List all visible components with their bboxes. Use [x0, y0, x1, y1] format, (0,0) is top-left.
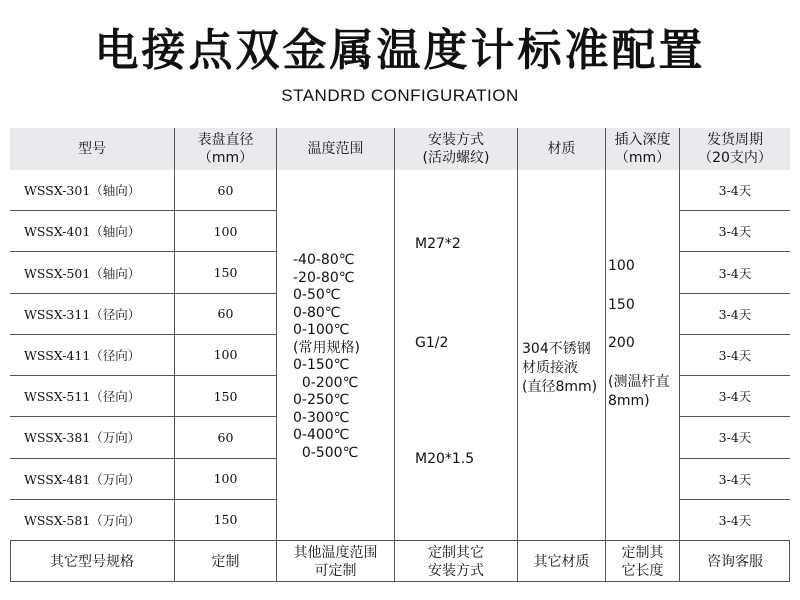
temp-range-item: 0-250℃ — [293, 392, 350, 408]
dial-diameter-cell — [175, 459, 277, 500]
header-dial — [175, 128, 277, 170]
footer-temp-line1: 其他温度范围 — [293, 544, 378, 561]
footer-model-label: 其它型号规格 — [50, 553, 134, 570]
model-cell — [10, 376, 175, 417]
footer-dial — [175, 541, 277, 582]
header-depth-line1: 插入深度 — [614, 132, 671, 148]
header-install — [395, 128, 518, 170]
delivery-cell-text: 3-4天 — [718, 389, 752, 405]
dial-diameter-cell — [175, 294, 277, 335]
header-model — [10, 128, 175, 170]
footer-delivery — [680, 541, 790, 582]
configuration-table — [10, 128, 790, 582]
header-install-line2: (活动螺纹) — [422, 150, 490, 166]
header-delivery-line2: （20支内） — [698, 150, 772, 166]
temp-range-item: 0-500℃ — [293, 444, 359, 461]
delivery-cell-text: 3-4天 — [718, 306, 752, 322]
footer-dial-label: 定制 — [211, 553, 240, 570]
model-cell-text: WSSX-411（径向） — [24, 347, 141, 363]
depth-note-line: (测温杆直 — [608, 374, 670, 390]
header-material-label: 材质 — [547, 141, 576, 157]
model-cell — [10, 335, 175, 376]
install-thread-m27: M27*2 — [415, 236, 461, 252]
model-cell — [10, 459, 175, 500]
temp-range-item: 0-100℃ — [293, 322, 350, 338]
depth-value-100: 100 — [608, 258, 635, 274]
delivery-cell — [680, 211, 790, 252]
dial-diameter-cell-text: 60 — [217, 429, 234, 445]
material-text — [522, 340, 597, 397]
dial-diameter-cell-text: 100 — [213, 471, 238, 487]
dial-diameter-cell — [175, 335, 277, 376]
header-material — [518, 128, 606, 170]
delivery-cell — [680, 376, 790, 417]
temp-range-item: 0-150℃ — [293, 357, 350, 373]
header-dial-line2: （mm） — [197, 150, 254, 166]
footer-depth-line1: 定制其 — [621, 544, 664, 561]
material-line: (直径8mm) — [522, 379, 598, 395]
model-cell — [10, 211, 175, 252]
footer-depth-line2: 它长度 — [621, 562, 664, 579]
model-cell-text: WSSX-511（径向） — [24, 389, 141, 405]
model-cell — [10, 417, 175, 458]
footer-temp-line2: 可定制 — [314, 562, 357, 579]
temp-range-list — [293, 252, 360, 462]
depth-note — [608, 373, 669, 411]
header-depth — [606, 128, 680, 170]
dial-diameter-cell — [175, 252, 277, 293]
delivery-cell-text: 3-4天 — [718, 430, 752, 446]
model-cell-text: WSSX-311（径向） — [24, 306, 141, 322]
header-dial-line1: 表盘直径 — [197, 132, 254, 148]
temp-range-item: (常用规格) — [293, 339, 360, 356]
model-cell-text: WSSX-481（万向） — [24, 471, 141, 487]
footer-install-line2: 安装方式 — [428, 562, 484, 579]
temp-range-item: -20-80℃ — [293, 269, 355, 286]
delivery-cell-text: 3-4天 — [718, 224, 752, 240]
delivery-cell — [680, 500, 790, 541]
model-cell — [10, 252, 175, 293]
dial-diameter-cell-text: 150 — [213, 512, 238, 528]
header-depth-line2: （mm） — [614, 150, 671, 166]
page-title: 电接点双金属温度计标准配置 — [94, 25, 706, 76]
delivery-cell-text: 3-4天 — [718, 183, 752, 199]
temp-range-item: 0-80℃ — [293, 304, 341, 321]
model-cell-text: WSSX-581（万向） — [24, 512, 141, 528]
footer-depth — [606, 541, 680, 582]
header-install-line1: 安装方式 — [428, 132, 484, 148]
depth-value-200: 200 — [608, 335, 635, 351]
temp-range-item: 0-200℃ — [293, 374, 359, 391]
footer-material-label: 其它材质 — [533, 553, 590, 570]
install-thread-g12: G1/2 — [415, 335, 449, 351]
delivery-cell — [680, 252, 790, 293]
model-cell-text: WSSX-301（轴向） — [24, 183, 141, 199]
temp-range-item: -40-80℃ — [293, 252, 355, 268]
model-cell-text: WSSX-381（万向） — [24, 430, 141, 446]
delivery-cell-text: 3-4天 — [718, 512, 752, 528]
footer-material — [518, 541, 606, 582]
material-line: 材质接液 — [522, 360, 578, 376]
dial-diameter-cell-text: 150 — [213, 388, 238, 404]
dial-diameter-cell-text: 60 — [217, 182, 234, 198]
header-delivery — [680, 128, 790, 170]
footer-temp — [277, 541, 395, 582]
depth-value-150: 150 — [608, 297, 635, 313]
dial-diameter-cell-text: 60 — [217, 306, 234, 322]
delivery-cell — [680, 170, 790, 211]
header-temp-range — [277, 128, 395, 170]
install-cell — [395, 170, 518, 541]
footer-delivery-label: 咨询客服 — [707, 553, 763, 570]
model-cell — [10, 294, 175, 335]
delivery-cell — [680, 335, 790, 376]
footer-install — [395, 541, 518, 582]
dial-diameter-cell — [175, 170, 277, 211]
temp-range-item: 0-400℃ — [293, 427, 350, 443]
dial-diameter-cell — [175, 211, 277, 252]
temp-range-item: 0-50℃ — [293, 287, 341, 303]
depth-note-line: 8mm) — [608, 393, 650, 409]
delivery-cell-text: 3-4天 — [718, 347, 752, 363]
dial-diameter-cell — [175, 500, 277, 541]
dial-diameter-cell-text: 150 — [213, 265, 238, 281]
delivery-cell-text: 3-4天 — [718, 265, 752, 281]
delivery-cell — [680, 417, 790, 458]
delivery-cell — [680, 459, 790, 500]
footer-install-line1: 定制其它 — [428, 544, 484, 561]
delivery-cell — [680, 294, 790, 335]
dial-diameter-cell — [175, 376, 277, 417]
material-cell — [518, 170, 606, 541]
model-cell-text: WSSX-501（轴向） — [24, 265, 141, 281]
temp-range-item: 0-300℃ — [293, 409, 350, 426]
model-cell-text: WSSX-401（轴向） — [24, 224, 141, 240]
header-temp-range-label: 温度范围 — [307, 141, 364, 157]
model-cell — [10, 170, 175, 211]
header-delivery-line1: 发货周期 — [707, 132, 763, 148]
dial-diameter-cell — [175, 417, 277, 458]
header-model-label: 型号 — [78, 141, 106, 157]
temp-range-cell — [277, 170, 395, 541]
dial-diameter-cell-text: 100 — [213, 223, 238, 239]
install-thread-m20: M20*1.5 — [415, 451, 475, 467]
depth-cell — [606, 170, 680, 541]
delivery-cell-text: 3-4天 — [718, 471, 752, 487]
material-line: 304不锈钢 — [522, 341, 591, 357]
footer-model — [10, 541, 175, 582]
model-cell — [10, 500, 175, 541]
dial-diameter-cell-text: 100 — [213, 347, 238, 363]
page-subtitle: STANDRD CONFIGURATION — [281, 86, 519, 105]
